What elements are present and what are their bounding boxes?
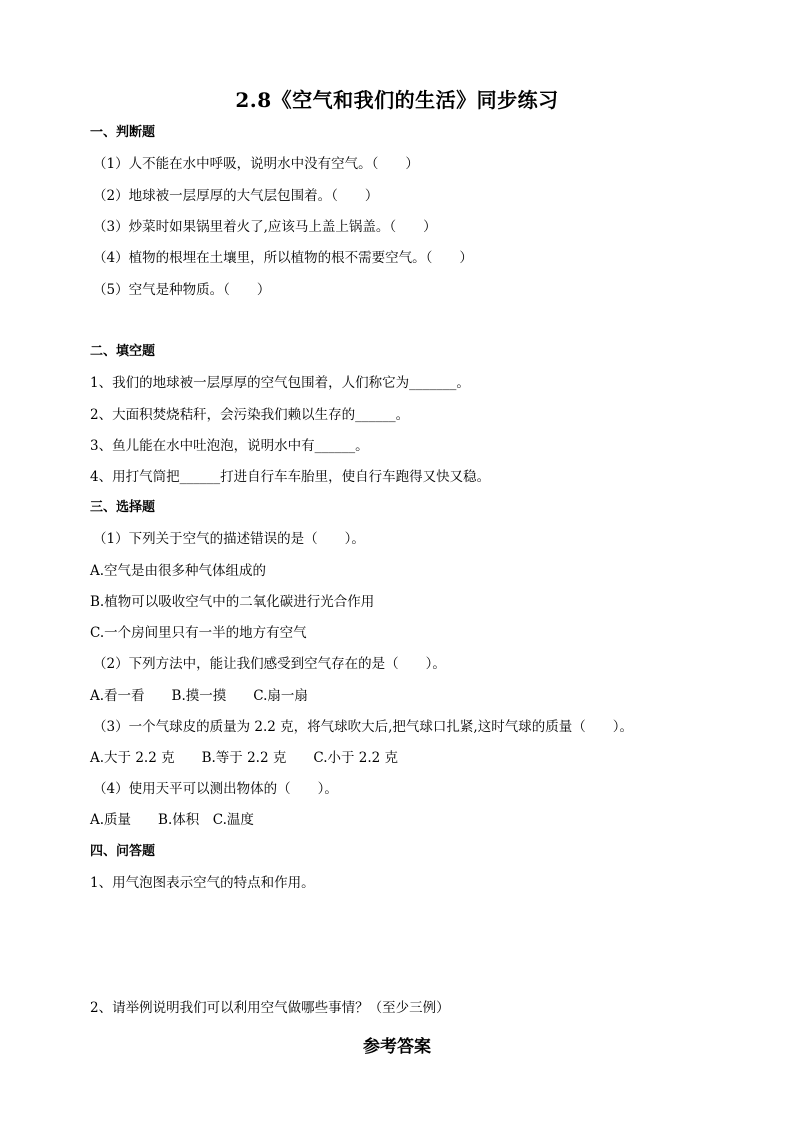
section-heading-multiple-choice: 三、选择题 bbox=[90, 500, 156, 515]
question-item: （2）地球被一层厚厚的大气层包围着。（ ） bbox=[93, 188, 379, 204]
question-item: （1）人不能在水中呼吸，说明水中没有空气。（ ） bbox=[93, 156, 419, 172]
question-item: 1、用气泡图表示空气的特点和作用。 bbox=[90, 875, 315, 891]
question-item: （2）下列方法中，能让我们感受到空气存在的是（ ）。 bbox=[93, 656, 446, 672]
page-title: 2.8《空气和我们的生活》同步练习 bbox=[235, 88, 559, 112]
question-item: （3）炒菜时如果锅里着火了,应该马上盖上锅盖。（ ） bbox=[93, 219, 437, 235]
answers-title: 参考答案 bbox=[363, 1037, 431, 1057]
question-item: 2、大面积焚烧秸秆，会污染我们赖以生存的______。 bbox=[90, 407, 410, 423]
answer-options: A.质量 B.体积 C.温度 bbox=[90, 812, 254, 828]
question-item: （1）下列关于空气的描述错误的是（ ）。 bbox=[93, 531, 365, 547]
section-heading-short-answer: 四、问答题 bbox=[90, 844, 156, 859]
question-item: 3、鱼儿能在水中吐泡泡，说明水中有______。 bbox=[90, 438, 369, 454]
question-item: 1、我们的地球被一层厚厚的空气包围着，人们称它为_______。 bbox=[90, 375, 470, 391]
question-item: （5）空气是种物质。（ ） bbox=[93, 282, 271, 298]
answer-option: B.植物可以吸收空气中的二氧化碳进行光合作用 bbox=[90, 594, 375, 610]
question-item: （4）植物的根埋在土壤里，所以植物的根不需要空气。（ ） bbox=[93, 250, 473, 266]
answer-options: A.大于 2.2 克 B.等于 2.2 克 C.小于 2.2 克 bbox=[90, 750, 399, 766]
question-item: （3）一个气球皮的质量为 2.2 克，将气球吹大后,把气球口扎紧,这时气球的质量（ ）。 bbox=[93, 719, 633, 735]
question-item: 4、用打气筒把______打进自行车车胎里，使自行车跑得又快又稳。 bbox=[90, 469, 491, 485]
section-heading-fill-blank: 二、填空题 bbox=[90, 344, 156, 359]
section-heading-true-false: 一、判断题 bbox=[90, 125, 156, 140]
answer-option: C.一个房间里只有一半的地方有空气 bbox=[90, 625, 307, 641]
question-item: （4）使用天平可以测出物体的（ ）。 bbox=[93, 781, 338, 797]
question-item: 2、请举例说明我们可以利用空气做哪些事情？（至少三例） bbox=[90, 1000, 450, 1016]
answer-option: A.空气是由很多种气体组成的 bbox=[90, 563, 267, 579]
answer-options: A.看一看 B.摸一摸 C.扇一扇 bbox=[90, 688, 308, 704]
